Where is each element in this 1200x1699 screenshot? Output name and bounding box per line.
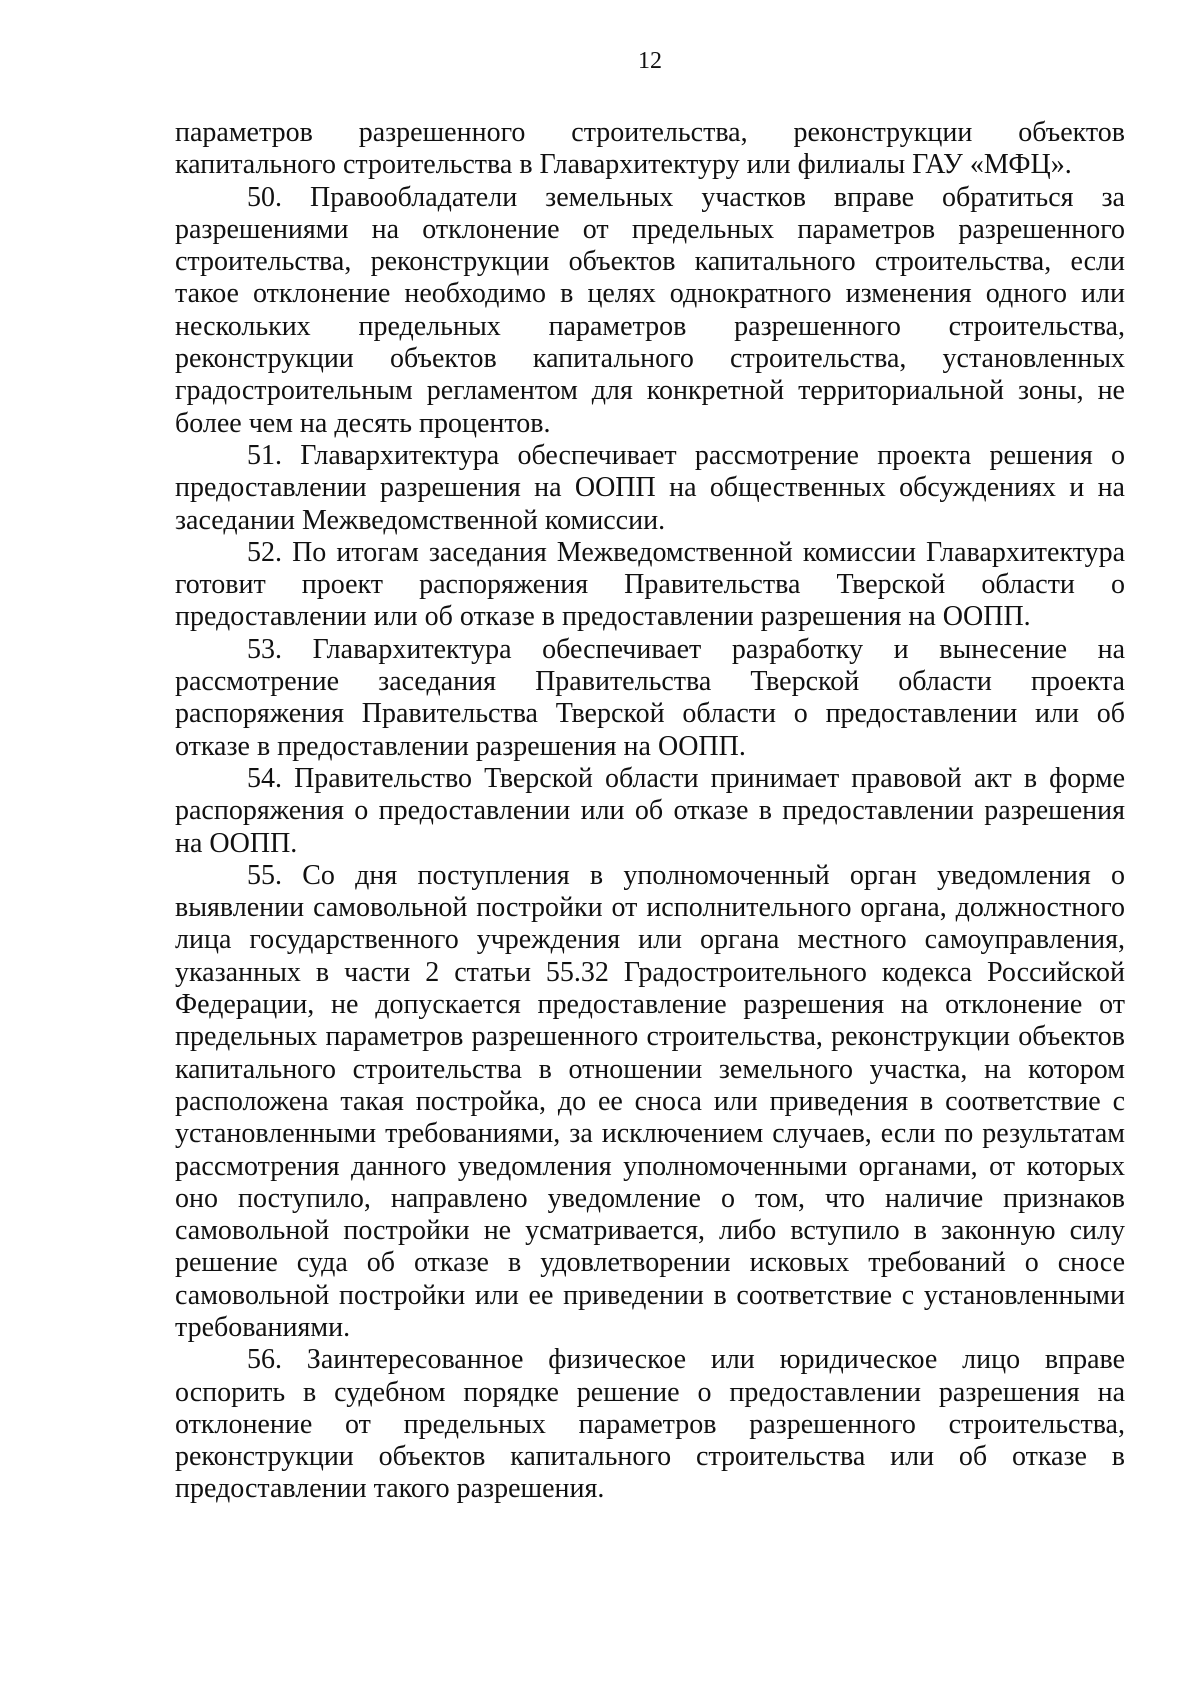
paragraph-52: 52. По итогам заседания Межведомственной комиссии Главархитектура готовит проект распоряжения Правительства Тверской области о предоставлении или об отказе в предоставлении разрешения на ООПП. [175, 536, 1125, 633]
paragraph-53: 53. Главархитектура обеспечивает разработку и вынесение на рассмотрение заседания Правительства Тверской области проекта распоряжения Правительства Тверской области о предоставлении или об отказе в предоставлении разрешения на ООПП. [175, 633, 1125, 762]
document-body [175, 117, 1125, 1506]
page-number: 12 [638, 48, 662, 74]
paragraph-54: 54. Правительство Тверской области принимает правовой акт в форме распоряжения о предоставлении или об отказе в предоставлении разрешения на ООПП. [175, 762, 1125, 859]
paragraph-56: 56. Заинтересованное физическое или юридическое лицо вправе оспорить в судебном порядке решение о предоставлении разрешения на отклонение от предельных параметров разрешенного строительства, реконструкции объектов капитального строительства или об отказе в предоставлении такого разрешения. [175, 1344, 1125, 1505]
paragraph-continuation: параметров разрешенного строительства, реконструкции объектов капитального строительства в Главархитектуру или филиалы ГАУ «МФЦ». [175, 117, 1125, 181]
paragraph-55: 55. Со дня поступления в уполномоченный орган уведомления о выявлении самовольной постройки от исполнительного органа, должностного лица государственного учреждения или органа местного самоуправления, указанных в части 2 статьи 55.32 Градостроительного кодекса Российской Федерации, не допускается предоставление разрешения на отклонение от предельных параметров разрешенного строительства, реконструкции объектов капитального строительства в отношении земельного участка, на котором расположена такая постройка, до ее сноса или приведения в соответствие с установленными требованиями, за исключением случаев, если по результатам рассмотрения данного уведомления уполномоченными органами, от которых оно поступило, направлено уведомление о том, что наличие признаков самовольной постройки не усматривается, либо вступило в законную силу решение суда об отказе в удовлетворении исковых требований о сносе самовольной постройки или ее приведении в соответствие с установленными требованиями. [175, 859, 1125, 1343]
paragraph-51: 51. Главархитектура обеспечивает рассмотрение проекта решения о предоставлении разрешения на ООПП на общественных обсуждениях и на заседании Межведомственной комиссии. [175, 439, 1125, 536]
paragraph-50: 50. Правообладатели земельных участков вправе обратиться за разрешениями на отклонение от предельных параметров разрешенного строительства, реконструкции объектов капитального строительства, если такое отклонение необходимо в целях однократного изменения одного или нескольких предельных параметров разрешенного строительства, реконструкции объектов капитального строительства, установленных градостроительным регламентом для конкретной территориальной зоны, не более чем на десять процентов. [175, 181, 1125, 439]
